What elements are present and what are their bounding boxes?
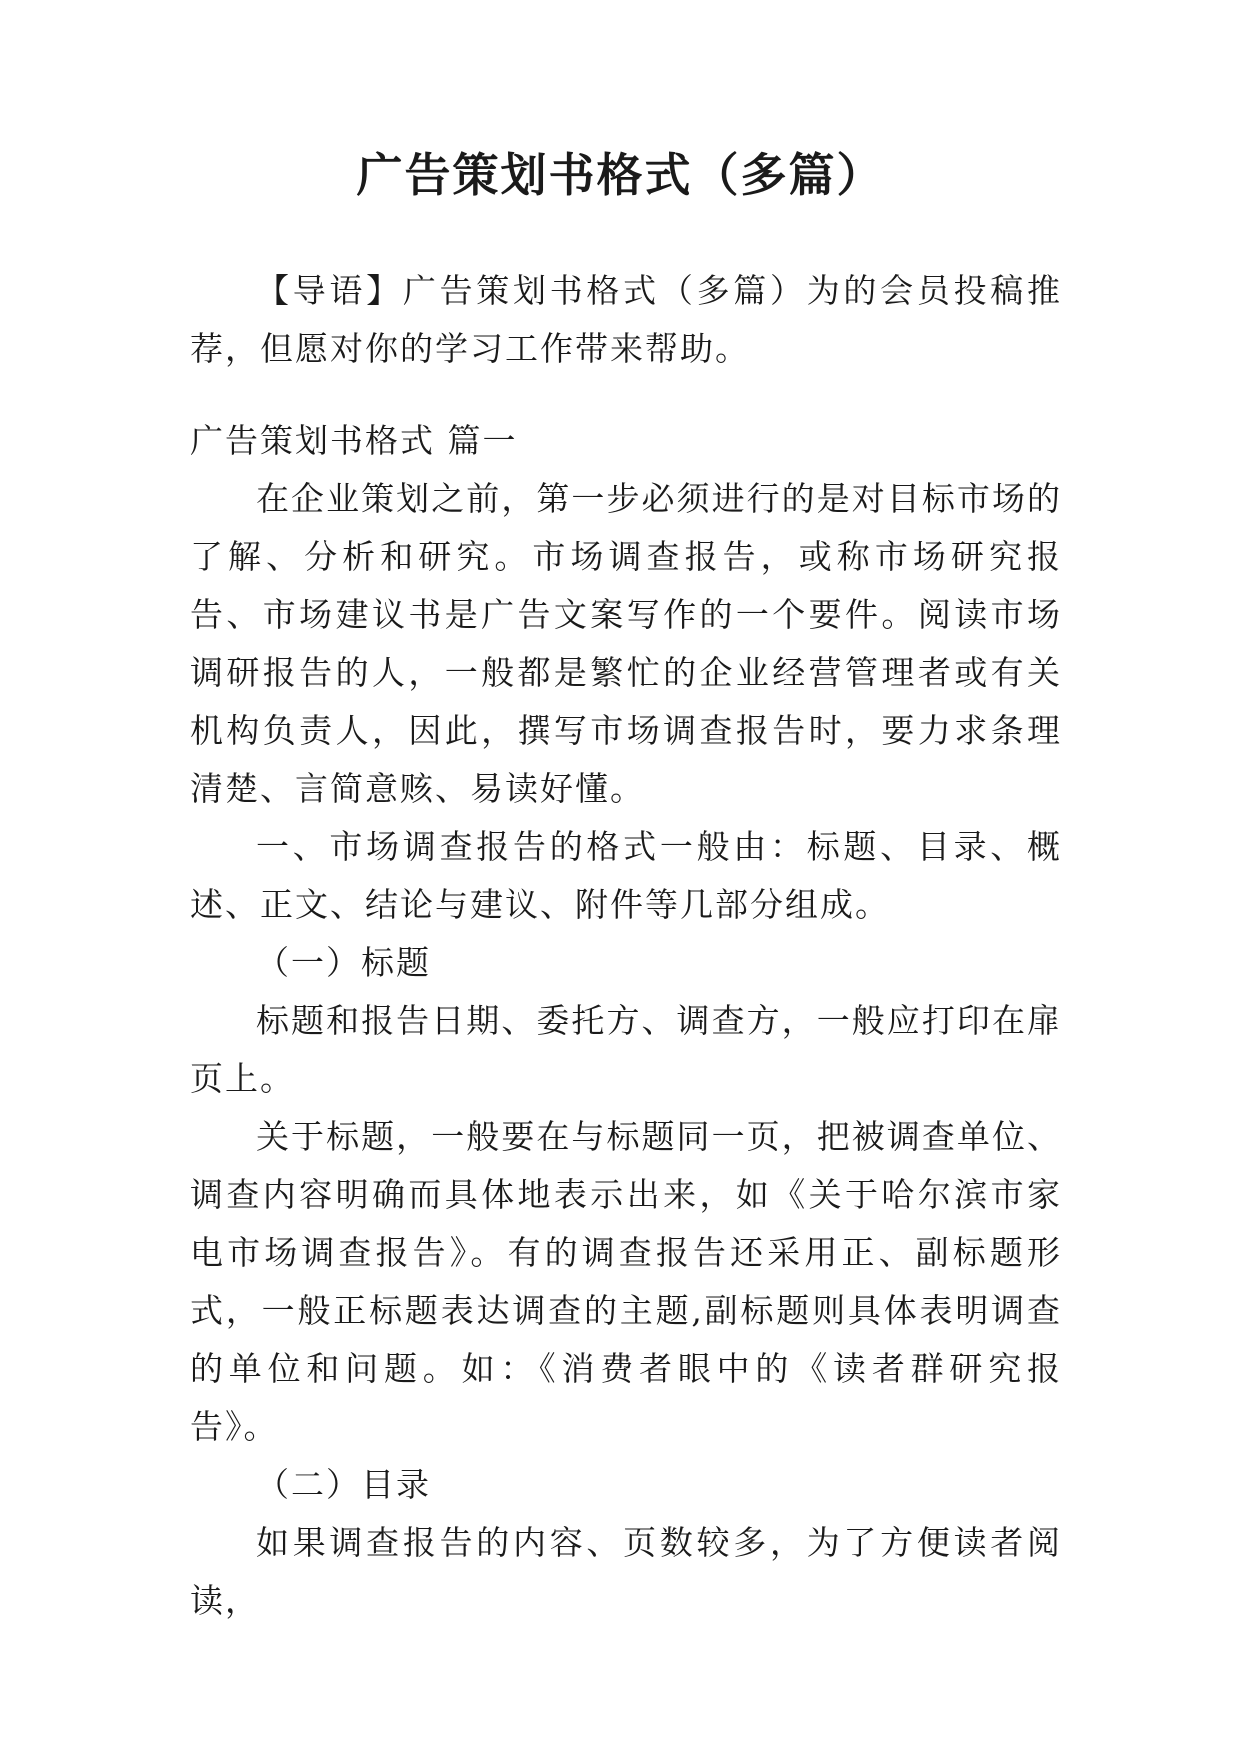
body-paragraph: 关于标题，一般要在与标题同一页，把被调查单位、调查内容明确而具体地表示出来，如《关于哈尔滨市家电市场调查报告》。有的调查报告还采用正、副标题形式，一般正标题表达调查的主题,副标题则具体表明调查的单位和问题。如：《消费者眼中的《读者群研究报告》。 <box>190 1117 1062 1446</box>
body-paragraph: 在企业策划之前，第一步必须进行的是对目标市场的了解、分析和研究。市场调查报告，或称市场研究报告、市场建议书是广告文案写作的一个要件。阅读市场调研报告的人，一般都是繁忙的企业经营管理者或有关机构负责人，因此，撰写市场调查报告时，要力求条理清楚、言简意赅、易读好懂。 <box>190 479 1062 808</box>
body-paragraph: 如果调查报告的内容、页数较多，为了方便读者阅读， <box>190 1523 1062 1620</box>
body-paragraph: 标题和报告日期、委托方、调查方，一般应打印在扉页上。 <box>190 1001 1062 1098</box>
intro-paragraph: 【导语】广告策划书格式（多篇）为的会员投稿推荐，但愿对你的学习工作带来帮助。 <box>190 271 1062 368</box>
section-one <box>190 412 1062 1630</box>
intro-block <box>190 262 1062 378</box>
body-paragraph: 一、市场调查报告的格式一般由：标题、目录、概述、正文、结论与建议、附件等几部分组成。 <box>190 827 1062 924</box>
document-title: 广告策划书格式（多篇） <box>356 148 885 202</box>
subheading-title: （一）标题 <box>256 943 431 982</box>
section-heading: 广告策划书格式 篇一 <box>190 421 518 460</box>
subheading-contents: （二）目录 <box>256 1465 431 1504</box>
